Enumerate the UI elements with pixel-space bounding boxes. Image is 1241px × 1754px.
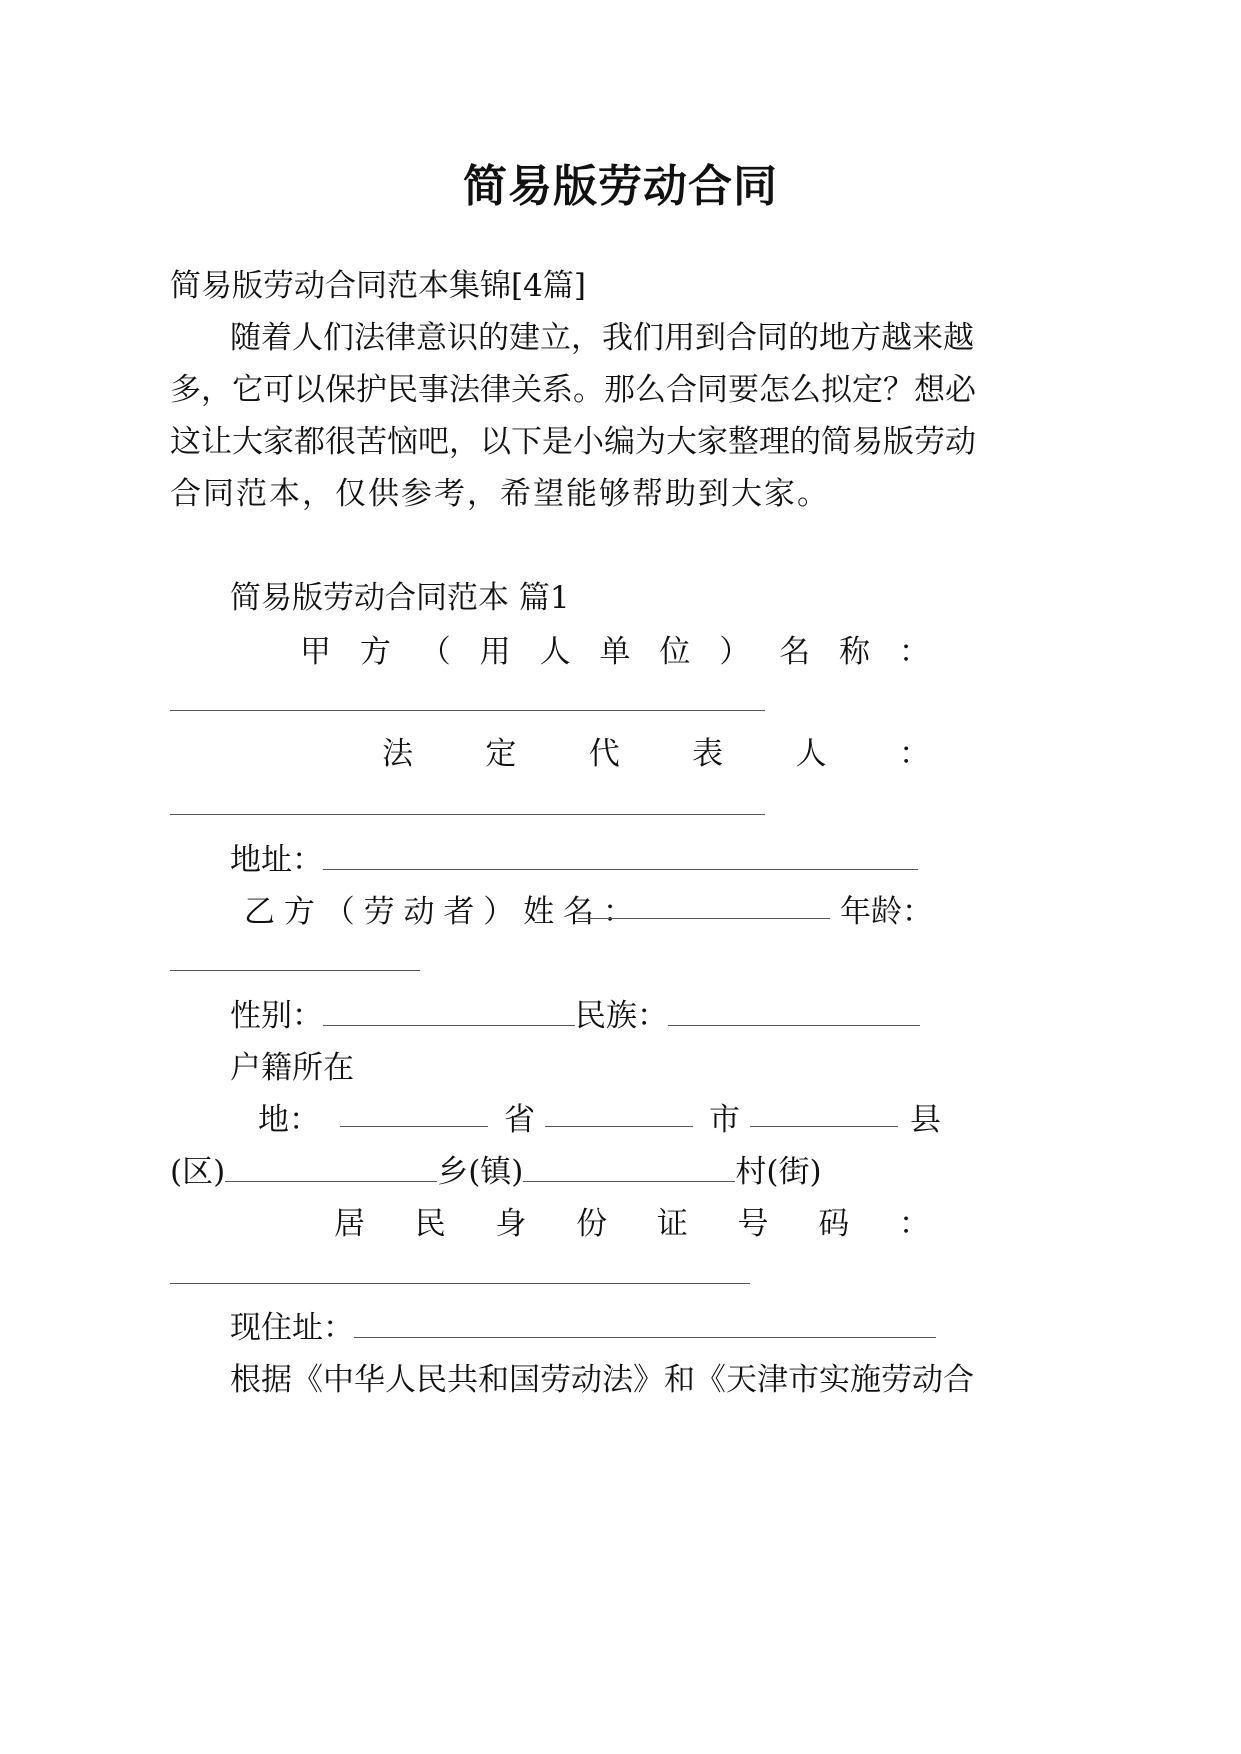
province-label: 省 — [504, 1102, 535, 1138]
party-b-label-char: 者 — [443, 894, 475, 930]
id-label-char: 码 — [818, 1206, 850, 1242]
village-label: 村(街) — [735, 1154, 822, 1190]
document-subtitle: 简易版劳动合同范本集锦[4篇] — [170, 268, 586, 304]
intro-line-2-text: 多，它可以保护民事法律关系。那么合同要怎么拟定？想必 — [170, 372, 976, 408]
party-b-label-char: （ — [323, 894, 355, 930]
gender-ethnicity-row — [230, 996, 920, 1036]
party-a-label-char: 称 — [839, 634, 871, 670]
party-a-label-char: 名 — [779, 634, 811, 670]
household-label: 户籍所在 — [230, 1050, 354, 1086]
ethnicity-label: 民族： — [575, 998, 668, 1034]
place-label-char: ： — [289, 1102, 320, 1138]
age-label — [840, 892, 933, 932]
county-label: 县 — [910, 1102, 941, 1138]
party-b-label-char: 动 — [403, 894, 435, 930]
party-b-label-char: ： — [602, 894, 634, 930]
legal-rep-label-char: 法 — [382, 736, 413, 772]
age-blank[interactable] — [170, 970, 420, 971]
intro-line-3-text: 这让大家都很苦恼吧，以下是小编为大家整理的简易版劳动 — [170, 424, 976, 460]
intro-line-3 — [170, 422, 976, 462]
id-label-char: 身 — [495, 1206, 527, 1242]
legal-rep-label-char: ： — [898, 736, 930, 772]
age-label-char: 龄 — [871, 894, 902, 930]
legal-rep-label-char: 表 — [692, 736, 724, 772]
township-blank[interactable] — [523, 1177, 735, 1182]
intro-line-2 — [170, 370, 976, 410]
gender-label: 性别： — [230, 998, 323, 1034]
id-label-char: 份 — [576, 1206, 608, 1242]
party-a-label-char: 用 — [479, 634, 511, 670]
district-row — [170, 1152, 822, 1192]
section-heading: 简易版劳动合同范本 篇1 — [230, 580, 570, 616]
id-label-char: 证 — [656, 1206, 688, 1242]
current-address-label: 现住址： — [230, 1310, 354, 1346]
party-a-label-char: 人 — [539, 634, 571, 670]
party-b-label-char: 姓 — [523, 894, 555, 930]
party-b-label-char: 名 — [563, 894, 594, 930]
party-a-label-char: 甲 — [300, 634, 331, 670]
id-label-char: 号 — [737, 1206, 769, 1242]
legal-rep-label-char: 人 — [795, 736, 827, 772]
city-blank[interactable] — [545, 1126, 693, 1127]
party-a-label-char: 位 — [659, 634, 691, 670]
current-address-row — [230, 1308, 936, 1348]
party-a-label-char: 方 — [359, 634, 391, 670]
legal-rep-blank[interactable] — [170, 814, 765, 815]
party-a-name-blank[interactable] — [170, 710, 765, 711]
age-label-char: ： — [902, 894, 933, 930]
intro-line-1-text: 随着人们法律意识的建立，我们用到合同的地方越来越 — [230, 320, 974, 356]
basis-text-line — [230, 1360, 974, 1400]
gender-blank[interactable] — [323, 1021, 575, 1026]
legal-rep-label-char: 代 — [588, 736, 620, 772]
district-label: (区) — [170, 1154, 226, 1190]
party-b-label — [244, 892, 634, 932]
intro-line-1 — [230, 318, 974, 358]
party-a-label-char: （ — [419, 634, 451, 670]
province-blank[interactable] — [340, 1126, 488, 1127]
party-a-label-char: ） — [719, 634, 751, 670]
township-label: 乡(镇) — [437, 1154, 524, 1190]
id-label-char: ： — [898, 1206, 930, 1242]
address-label: 地址： — [230, 842, 323, 878]
current-address-blank[interactable] — [354, 1333, 936, 1338]
party-b-label-char: 劳 — [363, 894, 395, 930]
address-blank[interactable] — [323, 865, 918, 870]
age-label-char: 年 — [840, 894, 871, 930]
party-a-name-label — [300, 632, 930, 672]
id-label-char: 居 — [334, 1206, 365, 1242]
district-blank[interactable] — [225, 1177, 437, 1182]
place-label-char: 地 — [258, 1102, 289, 1138]
place-label — [258, 1100, 320, 1140]
city-label: 市 — [709, 1102, 740, 1138]
county-blank[interactable] — [750, 1126, 898, 1127]
party-b-label-char: ） — [483, 894, 515, 930]
intro-line-4: 合同范本，仅供参考，希望能够帮助到大家。 — [170, 476, 830, 512]
party-a-label-char: 单 — [599, 634, 631, 670]
address-row — [230, 840, 918, 880]
document-title: 简易版劳动合同 — [463, 161, 778, 212]
party-b-label-char: 方 — [283, 894, 315, 930]
legal-rep-label — [382, 734, 930, 774]
party-a-label-char: ： — [898, 634, 930, 670]
id-label-char: 民 — [414, 1206, 446, 1242]
id-number-blank[interactable] — [170, 1283, 750, 1284]
basis-text-text: 根据《中华人民共和国劳动法》和《天津市实施劳动合 — [230, 1362, 974, 1398]
party-b-name-blank[interactable] — [578, 918, 830, 919]
legal-rep-label-char: 定 — [485, 736, 517, 772]
id-number-label — [334, 1204, 930, 1244]
ethnicity-blank[interactable] — [668, 1021, 920, 1026]
party-b-label-char: 乙 — [244, 894, 275, 930]
